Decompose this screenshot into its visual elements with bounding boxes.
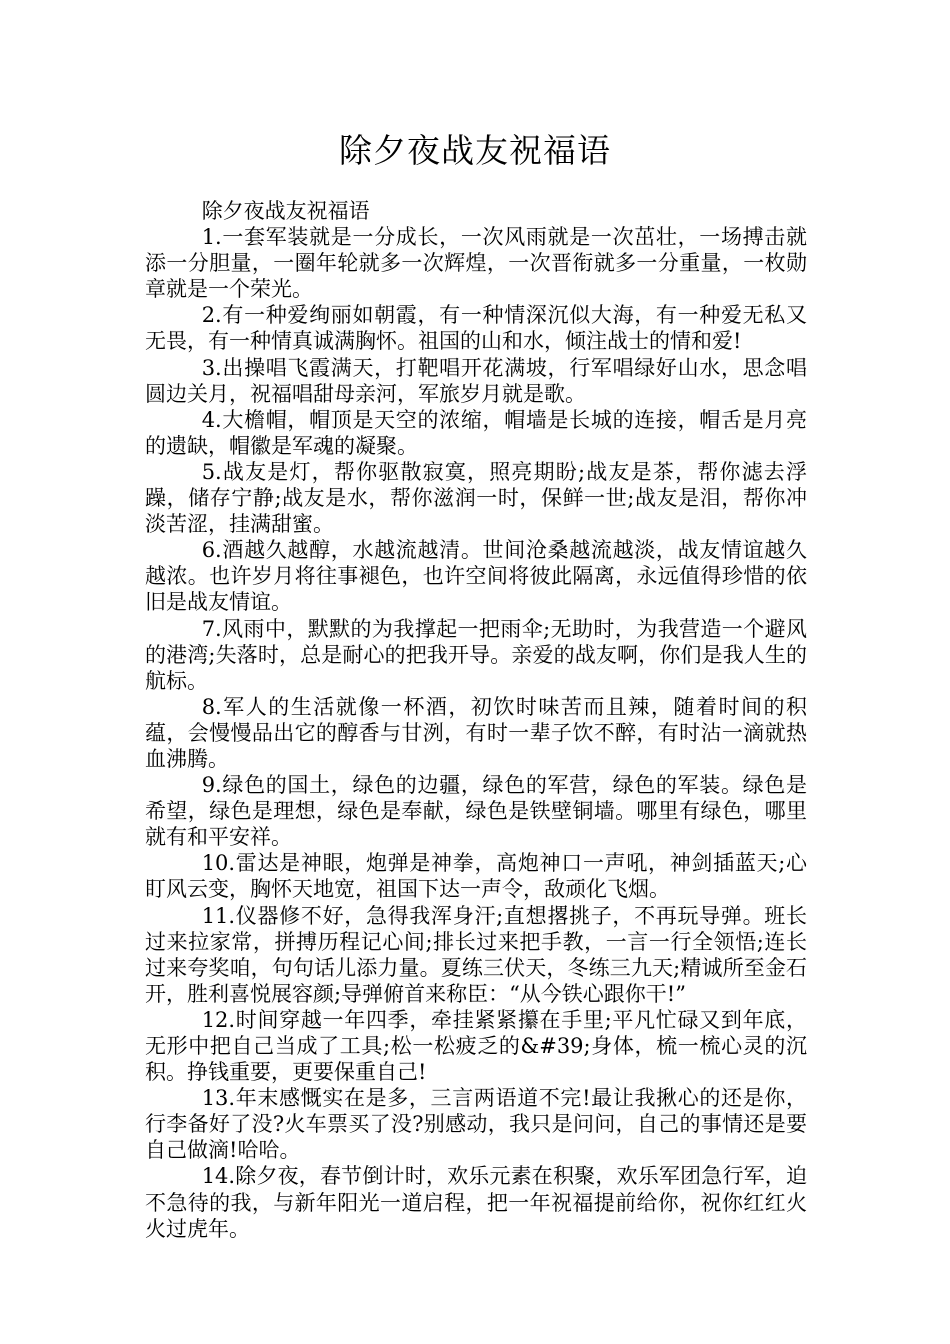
paragraph-9: 9.绿色的国土，绿色的边疆，绿色的军营，绿色的军装。绿色是希望，绿色是理想，绿色是奉献，绿色是铁壁铜墙。哪里有绿色，哪里就有和平安祥。 (145, 773, 807, 850)
paragraph-3: 3.出操唱飞霞满天，打靶唱开花满坡，行军唱绿好山水，思念唱圆边关月，祝福唱甜母亲河，军旅岁月就是歌。 (145, 355, 807, 406)
paragraph-14: 14.除夕夜，春节倒计时，欢乐元素在积聚，欢乐军团急行军，迫不急待的我，与新年阳光一道启程，把一年祝福提前给你，祝你红红火火过虎年。 (145, 1164, 807, 1241)
paragraph-7: 7.风雨中，默默的为我撑起一把雨伞;无助时，为我营造一个避风的港湾;失落时，总是耐心的把我开导。亲爱的战友啊，你们是我人生的航标。 (145, 616, 807, 693)
document-subtitle: 除夕夜战友祝福语 (201, 199, 370, 223)
paragraph-4: 4.大檐帽，帽顶是天空的浓缩，帽墙是长城的连接，帽舌是月亮的遗缺，帽徽是军魂的凝聚。 (145, 407, 807, 458)
paragraph-10: 10.雷达是神眼，炮弹是神拳，高炮神口一声吼，神剑插蓝天;心盯风云变，胸怀天地宽，祖国下达一声令，敌顽化飞烟。 (145, 851, 807, 902)
paragraph-6: 6.酒越久越醇，水越流越清。世间沧桑越流越淡，战友情谊越久越浓。也许岁月将往事褪色，也许空间将彼此隔离，永远值得珍惜的依旧是战友情谊。 (145, 538, 807, 615)
paragraph-13: 13.年末感慨实在是多，三言两语道不完!最让我揪心的还是你，行李备好了没?火车票买了没?别感动，我只是问问，自己的事情还是要自己做滴!哈哈。 (145, 1086, 807, 1163)
paragraph-2: 2.有一种爱绚丽如朝霞，有一种情深沉似大海，有一种爱无私又无畏，有一种情真诚满胸怀。祖国的山和水，倾注战士的情和爱! (145, 303, 807, 354)
paragraph-8: 8.军人的生活就像一杯酒，初饮时味苦而且辣，随着时间的积蕴，会慢慢品出它的醇香与甘洌，有时一辈子饮不醉，有时沾一滴就热血沸腾。 (145, 694, 807, 771)
document-body (145, 198, 807, 1242)
document-title: 除夕夜战友祝福语 (339, 131, 611, 170)
paragraph-1: 1.一套军装就是一分成长，一次风雨就是一次茁壮，一场搏击就添一分胆量，一圈年轮就多一次辉煌，一次晋衔就多一分重量，一枚勋章就是一个荣光。 (145, 225, 807, 302)
paragraph-5: 5.战友是灯，帮你驱散寂寞，照亮期盼;战友是茶，帮你滤去浮躁，储存宁静;战友是水，帮你滋润一时，保鲜一世;战友是泪，帮你冲淡苦涩，挂满甜蜜。 (145, 459, 807, 537)
paragraph-12: 12.时间穿越一年四季，牵挂紧紧攥在手里;平凡忙碌又到年底，无形中把自己当成了工具;松一松疲乏的&#39;身体，梳一梳心灵的沉积。挣钱重要，更要保重自己! (145, 1007, 807, 1085)
paragraph-11: 11.仪器修不好，急得我浑身汗;直想撂挑子，不再玩导弹。班长过来拉家常，拼搏历程记心间;排长过来把手教，一言一行全领悟;连长过来夸奖咱，句句话儿添力量。夏练三伏天，冬练三九天;精诚所至金石开，胜利喜悦展容颜;导弹俯首来称臣：“从今铁心跟你干!” (145, 903, 807, 1006)
